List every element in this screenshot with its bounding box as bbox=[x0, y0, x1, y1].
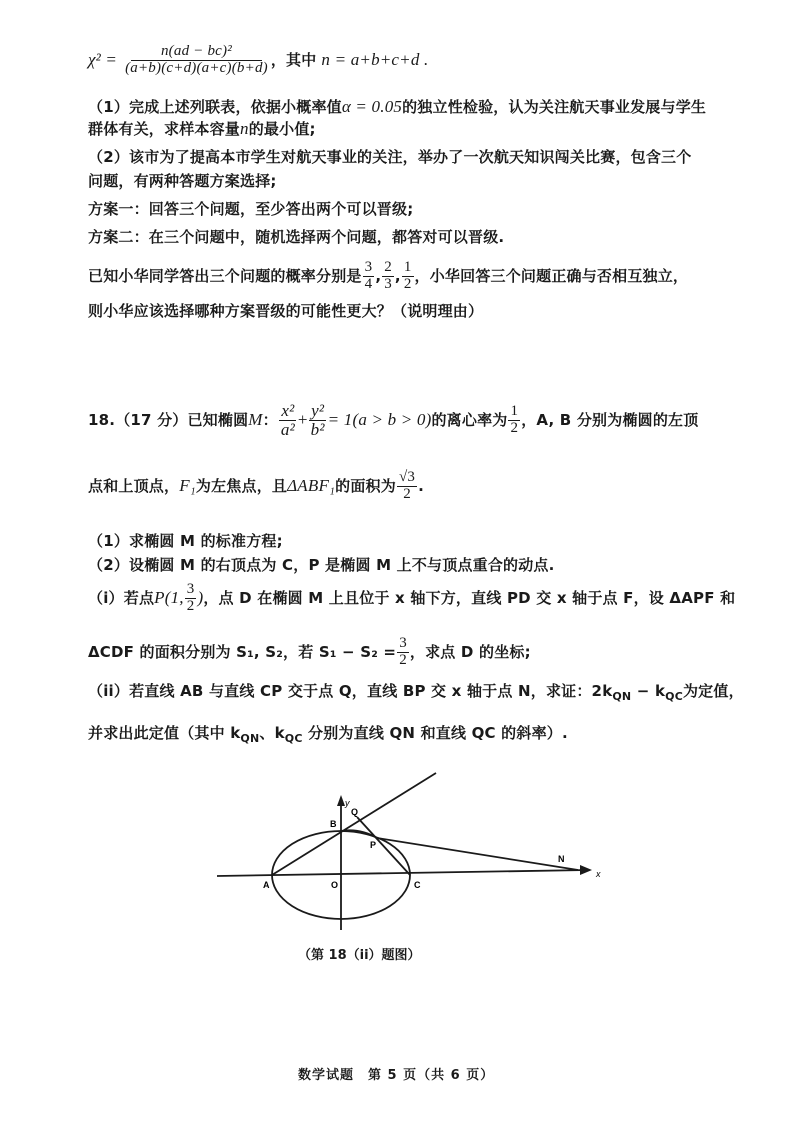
label-n: N bbox=[558, 854, 565, 864]
line-ab bbox=[272, 773, 436, 875]
q18-sub-i-line2: ΔCDF 的面积分别为 S₁, S₂，若 S₁ − S₂ = $\frac{3}{2}$ ，求点 D 的坐标; bbox=[88, 635, 531, 668]
label-a: A bbox=[263, 880, 270, 890]
q17-part1-line2: 群体有关，求样本容量n的最小值; bbox=[88, 119, 316, 138]
q17-probabilities: 已知小华同学答出三个问题的概率分别是 $\frac{3}{4}$ , $\frac{2}{3}$ , $\frac{1}{2}$ ，小华回答三个问题正确与否相互独立， bbox=[88, 259, 689, 292]
q17-part2-line1: （2）该市为了提高本市学生对航天事业的关注，举办了一次航天知识闯关比赛，包含三个 bbox=[88, 148, 692, 166]
label-c: C bbox=[414, 880, 421, 890]
prob-fraction: $\frac{3}{4}$ bbox=[364, 259, 373, 292]
q18-sub-i-line1: （i）若点P(1, $\frac{3}{2}$ )，点 D 在椭圆 M 上且位于 x 轴下方，直线 PD 交 x 轴于点 F，设 ΔAPF 和 bbox=[88, 581, 736, 614]
q18-intro: 18.（17 分）已知椭圆M： $\frac{\text{x²}}{\text{a²}}$ + $\frac{\text{y²}}{\text{b²}}$ = 1(a > b > 0)的离心率为 $\frac{1}{2}$ ，A, B 分别为椭圆的左顶 bbox=[88, 401, 699, 439]
q18-sub-ii-line1: （ii）若直线 AB 与直线 CP 交于点 Q，直线 BP 交 x 轴于点 N，求证：$2k_{QN} - k_{QC}$为定值， bbox=[88, 682, 744, 703]
label-p: P bbox=[370, 840, 377, 850]
prob-fraction: $\frac{2}{3}$ bbox=[384, 259, 392, 292]
ellipse-x-term: $\frac{\text{x²}}{\text{a²}}$ bbox=[280, 401, 295, 439]
q18-part2: （2）设椭圆 M 的右顶点为 C，P 是椭圆 M 上不与顶点重合的动点. bbox=[88, 556, 555, 574]
diagram-caption: （第 18（ii）题图） bbox=[298, 948, 421, 963]
label-b: B bbox=[330, 819, 337, 829]
prob-fraction: $\frac{1}{2}$ bbox=[403, 259, 412, 292]
area-diff-fraction: $\frac{3}{2}$ bbox=[399, 635, 407, 668]
label-o: O bbox=[331, 880, 339, 890]
q17-plan1: 方案一：回答三个问题，至少答出两个可以晋级; bbox=[88, 200, 414, 218]
chi-square-formula: χ² = $\frac{\text{n(ad − bc)²}}{(a+b)(c+d)(a+c)(b+d)}$ ，其中 n = a+b+c+d . bbox=[88, 43, 429, 76]
page-footer: 数学试题 第 5 页（共 6 页） bbox=[298, 1068, 495, 1083]
q18-part1: （1）求椭圆 M 的标准方程; bbox=[88, 532, 283, 550]
line-cq bbox=[357, 817, 410, 875]
q18-sub-ii-line2: 并求出此定值（其中 $k_{QN}$、$k_{QC}$ 分别为直线 QN 和直线 QC 的斜率）. bbox=[88, 724, 568, 745]
eccentricity-fraction: $\frac{1}{2}$ bbox=[510, 403, 519, 436]
q17-question: 则小华应该选择哪种方案晋级的可能性更大？（说明理由） bbox=[88, 302, 484, 320]
chi-square-fraction: $\frac{\text{n(ad − bc)²}}{(a+b)(c+d)(a+c)(b+d)}$ bbox=[125, 43, 268, 76]
q17-part2-line2: 问题，有两种答题方案选择; bbox=[88, 172, 277, 190]
label-y: y bbox=[345, 798, 350, 808]
x-axis-arrow-icon bbox=[580, 865, 592, 875]
p-coordinate-fraction: $\frac{3}{2}$ bbox=[186, 581, 195, 614]
ellipse-y-term: $\frac{\text{y²}}{\text{b²}}$ bbox=[310, 401, 325, 439]
y-axis-arrow-icon bbox=[337, 795, 345, 806]
q17-part1-line1: （1）完成上述列联表，依据小概率值α = 0.05的独立性检验，认为关注航天事业发展与学生 bbox=[88, 97, 707, 116]
label-q: Q bbox=[351, 807, 359, 817]
area-fraction: $\frac{√3}{2}$ bbox=[398, 469, 416, 502]
q18-intro-line2: 点和上顶点，F₁为左焦点，且ΔABF₁的面积为 $\frac{√3}{2}$ . bbox=[88, 469, 425, 502]
label-x: x bbox=[596, 869, 601, 879]
q17-plan2: 方案二：在三个问题中，随机选择两个问题，都答对可以晋级. bbox=[88, 228, 505, 246]
